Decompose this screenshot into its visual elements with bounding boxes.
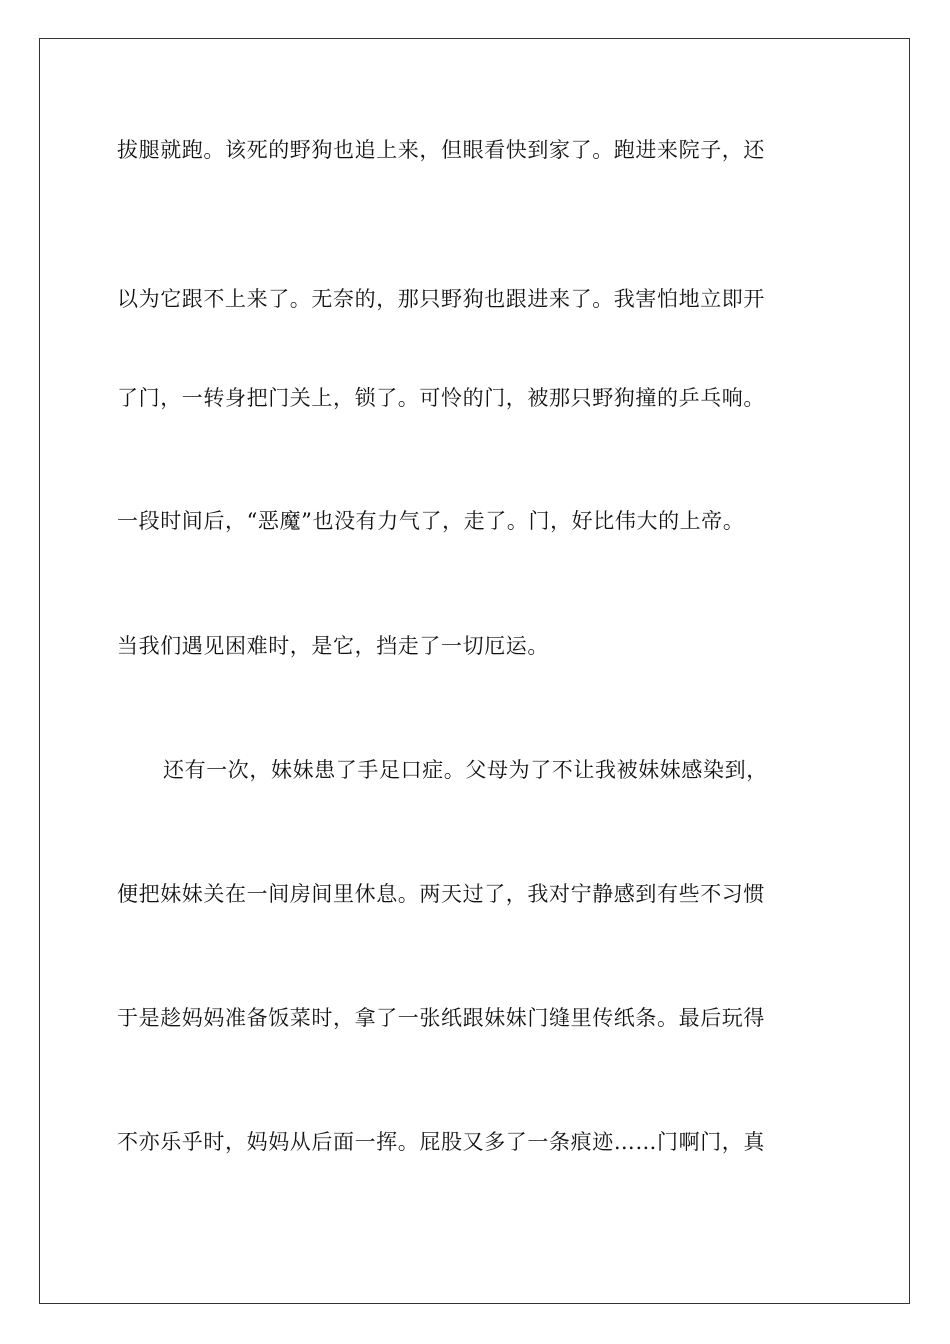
text-line: 了门，一转身把门关上，锁了。可怜的门，被那只野狗撞的乒乓响。 xyxy=(117,386,765,410)
text-line: 以为它跟不上来了。无奈的，那只野狗也跟进来了。我害怕地立即开 xyxy=(117,287,765,311)
text-line: 拔腿就跑。该死的野狗也追上来，但眼看快到家了。跑进来院子，还 xyxy=(117,138,765,162)
text-line: 于是趁妈妈准备饭菜时，拿了一张纸跟妹妹门缝里传纸条。最后玩得 xyxy=(117,1006,765,1030)
text-line: 不亦乐乎时，妈妈从后面一挥。屁股又多了一条痕迹……门啊门，真 xyxy=(117,1130,765,1154)
paragraph-start-line: 还有一次，妹妹患了手足口症。父母为了不让我被妹妹感染到， xyxy=(163,758,768,782)
text-line: 便把妹妹关在一间房间里休息。两天过了，我对宁静感到有些不习惯 xyxy=(117,882,765,906)
page-border xyxy=(39,38,910,1304)
text-line: 当我们遇见困难时，是它，挡走了一切厄运。 xyxy=(117,634,549,658)
text-line: 一段时间后，“恶魔”也没有力气了，走了。门，好比伟大的上帝。 xyxy=(117,509,745,533)
